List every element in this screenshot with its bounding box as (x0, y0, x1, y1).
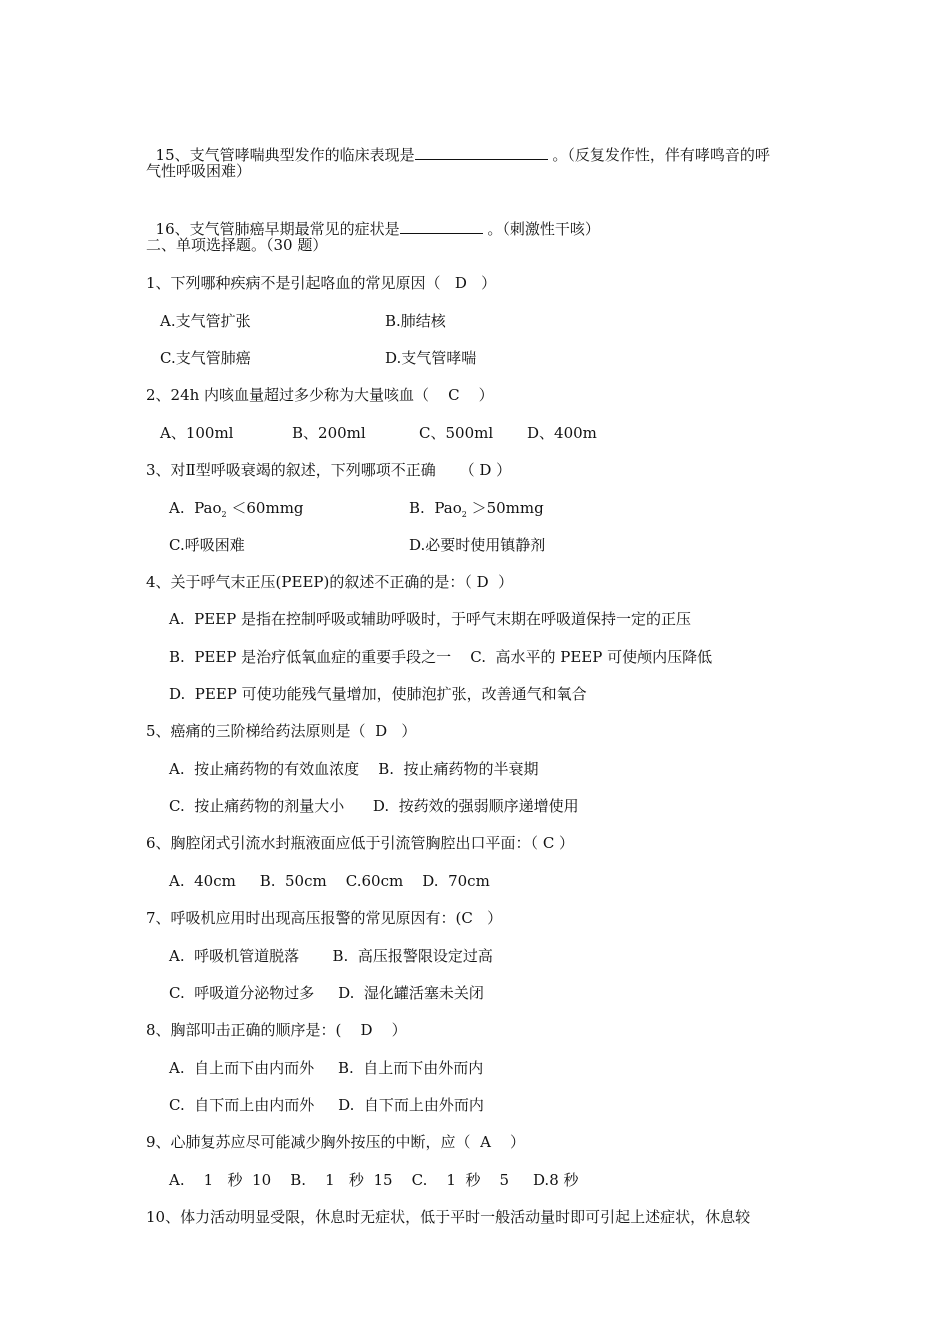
q4-options-line1: A. PEEP 是指在控制呼吸或辅助呼吸时，于呼气末期在呼吸道保持一定的正压 (169, 610, 691, 628)
q3-option-b (409, 498, 544, 525)
q15-text-post: 。（反复发作性，伴有哮鸣音的呼 (547, 146, 770, 164)
q3-option-c: C.呼吸困难 (169, 536, 245, 554)
q3-option-d: D.必要时使用镇静剂 (409, 536, 546, 554)
q1-option-c: C.支气管肺癌 (160, 349, 251, 367)
q4-stem: 4、关于呼气末正压(PEEP)的叙述不正确的是：（ D ） (146, 573, 514, 591)
q3-option-b-subscript: 2 (461, 510, 467, 519)
q2-option-a: A、100ml (160, 424, 234, 442)
q6-options-line1: A. 40cm B. 50cm C.60cm D. 70cm (169, 872, 490, 890)
q1-stem: 1、下列哪种疾病不是引起咯血的常见原因（ D ） (146, 274, 497, 292)
q9-options-line1: A. 1 秒 10 B. 1 秒 15 C. 1 秒 5 D.8 秒 (169, 1171, 579, 1189)
q3-option-b-pre: B. Pao (409, 499, 462, 517)
q7-options-line2: C. 呼吸道分泌物过多 D. 湿化罐活塞未关闭 (169, 984, 484, 1002)
q9-stem: 9、心肺复苏应尽可能减少胸外按压的中断，应（ A ） (146, 1133, 525, 1151)
q16-answer-blank[interactable] (400, 218, 483, 234)
q1-option-a: A.支气管扩张 (160, 312, 251, 330)
q4-options-line2: B. PEEP 是治疗低氧血症的重要手段之一 C. 高水平的 PEEP 可使颅内压降低 (169, 648, 713, 666)
q3-option-a-subscript: 2 (221, 510, 227, 519)
q7-options-line1: A. 呼吸机管道脱落 B. 高压报警限设定过高 (169, 947, 493, 965)
q7-stem: 7、呼吸机应用时出现高压报警的常见原因有：(C ） (146, 909, 503, 927)
q16-text-post: 。（刺激性干咳） (482, 220, 600, 238)
q1-option-b: B.肺结核 (385, 312, 446, 330)
q2-option-b: B、200ml (292, 424, 366, 442)
q16-text-pre: 16、支气管肺癌早期最常见的症状是 (155, 220, 400, 238)
q16-line (146, 198, 600, 239)
q5-options-line1: A. 按止痛药物的有效血浓度 B. 按止痛药物的半衰期 (169, 760, 539, 778)
q2-option-c: C、500ml (419, 424, 494, 442)
q4-options-line3: D. PEEP 可使功能残气量增加，使肺泡扩张，改善通气和氧合 (169, 685, 587, 703)
q15-line1 (146, 124, 770, 165)
q6-stem: 6、胸腔闭式引流水封瓶液面应低于引流管胸腔出口平面：（ C ） (146, 834, 575, 852)
q15-answer-blank[interactable] (415, 144, 548, 160)
q8-options-line2: C. 自下而上由内而外 D. 自下而上由外而内 (169, 1096, 484, 1114)
q3-option-a (169, 498, 304, 525)
q1-option-d: D.支气管哮喘 (385, 349, 477, 367)
q15-text-pre: 15、支气管哮喘典型发作的临床表现是 (155, 146, 415, 164)
q5-options-line2: C. 按止痛药物的剂量大小 D. 按药效的强弱顺序递增使用 (169, 797, 579, 815)
q3-option-a-post: ＜60mmg (226, 499, 304, 517)
q15-line2: 气性呼吸困难） (146, 162, 252, 180)
q3-option-b-post: ＞50mmg (466, 499, 544, 517)
q2-option-d: D、400m (527, 424, 597, 442)
q3-option-a-pre: A. Pao (169, 499, 222, 517)
q8-stem: 8、胸部叩击正确的顺序是：( D ） (146, 1021, 407, 1039)
q8-options-line1: A. 自上而下由内而外 B. 自上而下由外而内 (169, 1059, 484, 1077)
q5-stem: 5、癌痛的三阶梯给药法原则是（ D ） (146, 722, 417, 740)
section-heading: 二、单项选择题。（30 题） (146, 236, 328, 254)
q3-stem: 3、对Ⅱ型呼吸衰竭的叙述，下列哪项不正确 （ D ） (146, 461, 512, 479)
q2-stem: 2、24h 内咳血量超过多少称为大量咳血（ C ） (146, 386, 494, 404)
q10-stem: 10、体力活动明显受限，休息时无症状，低于平时一般活动量时即可引起上述症状，休息较 (146, 1208, 751, 1226)
